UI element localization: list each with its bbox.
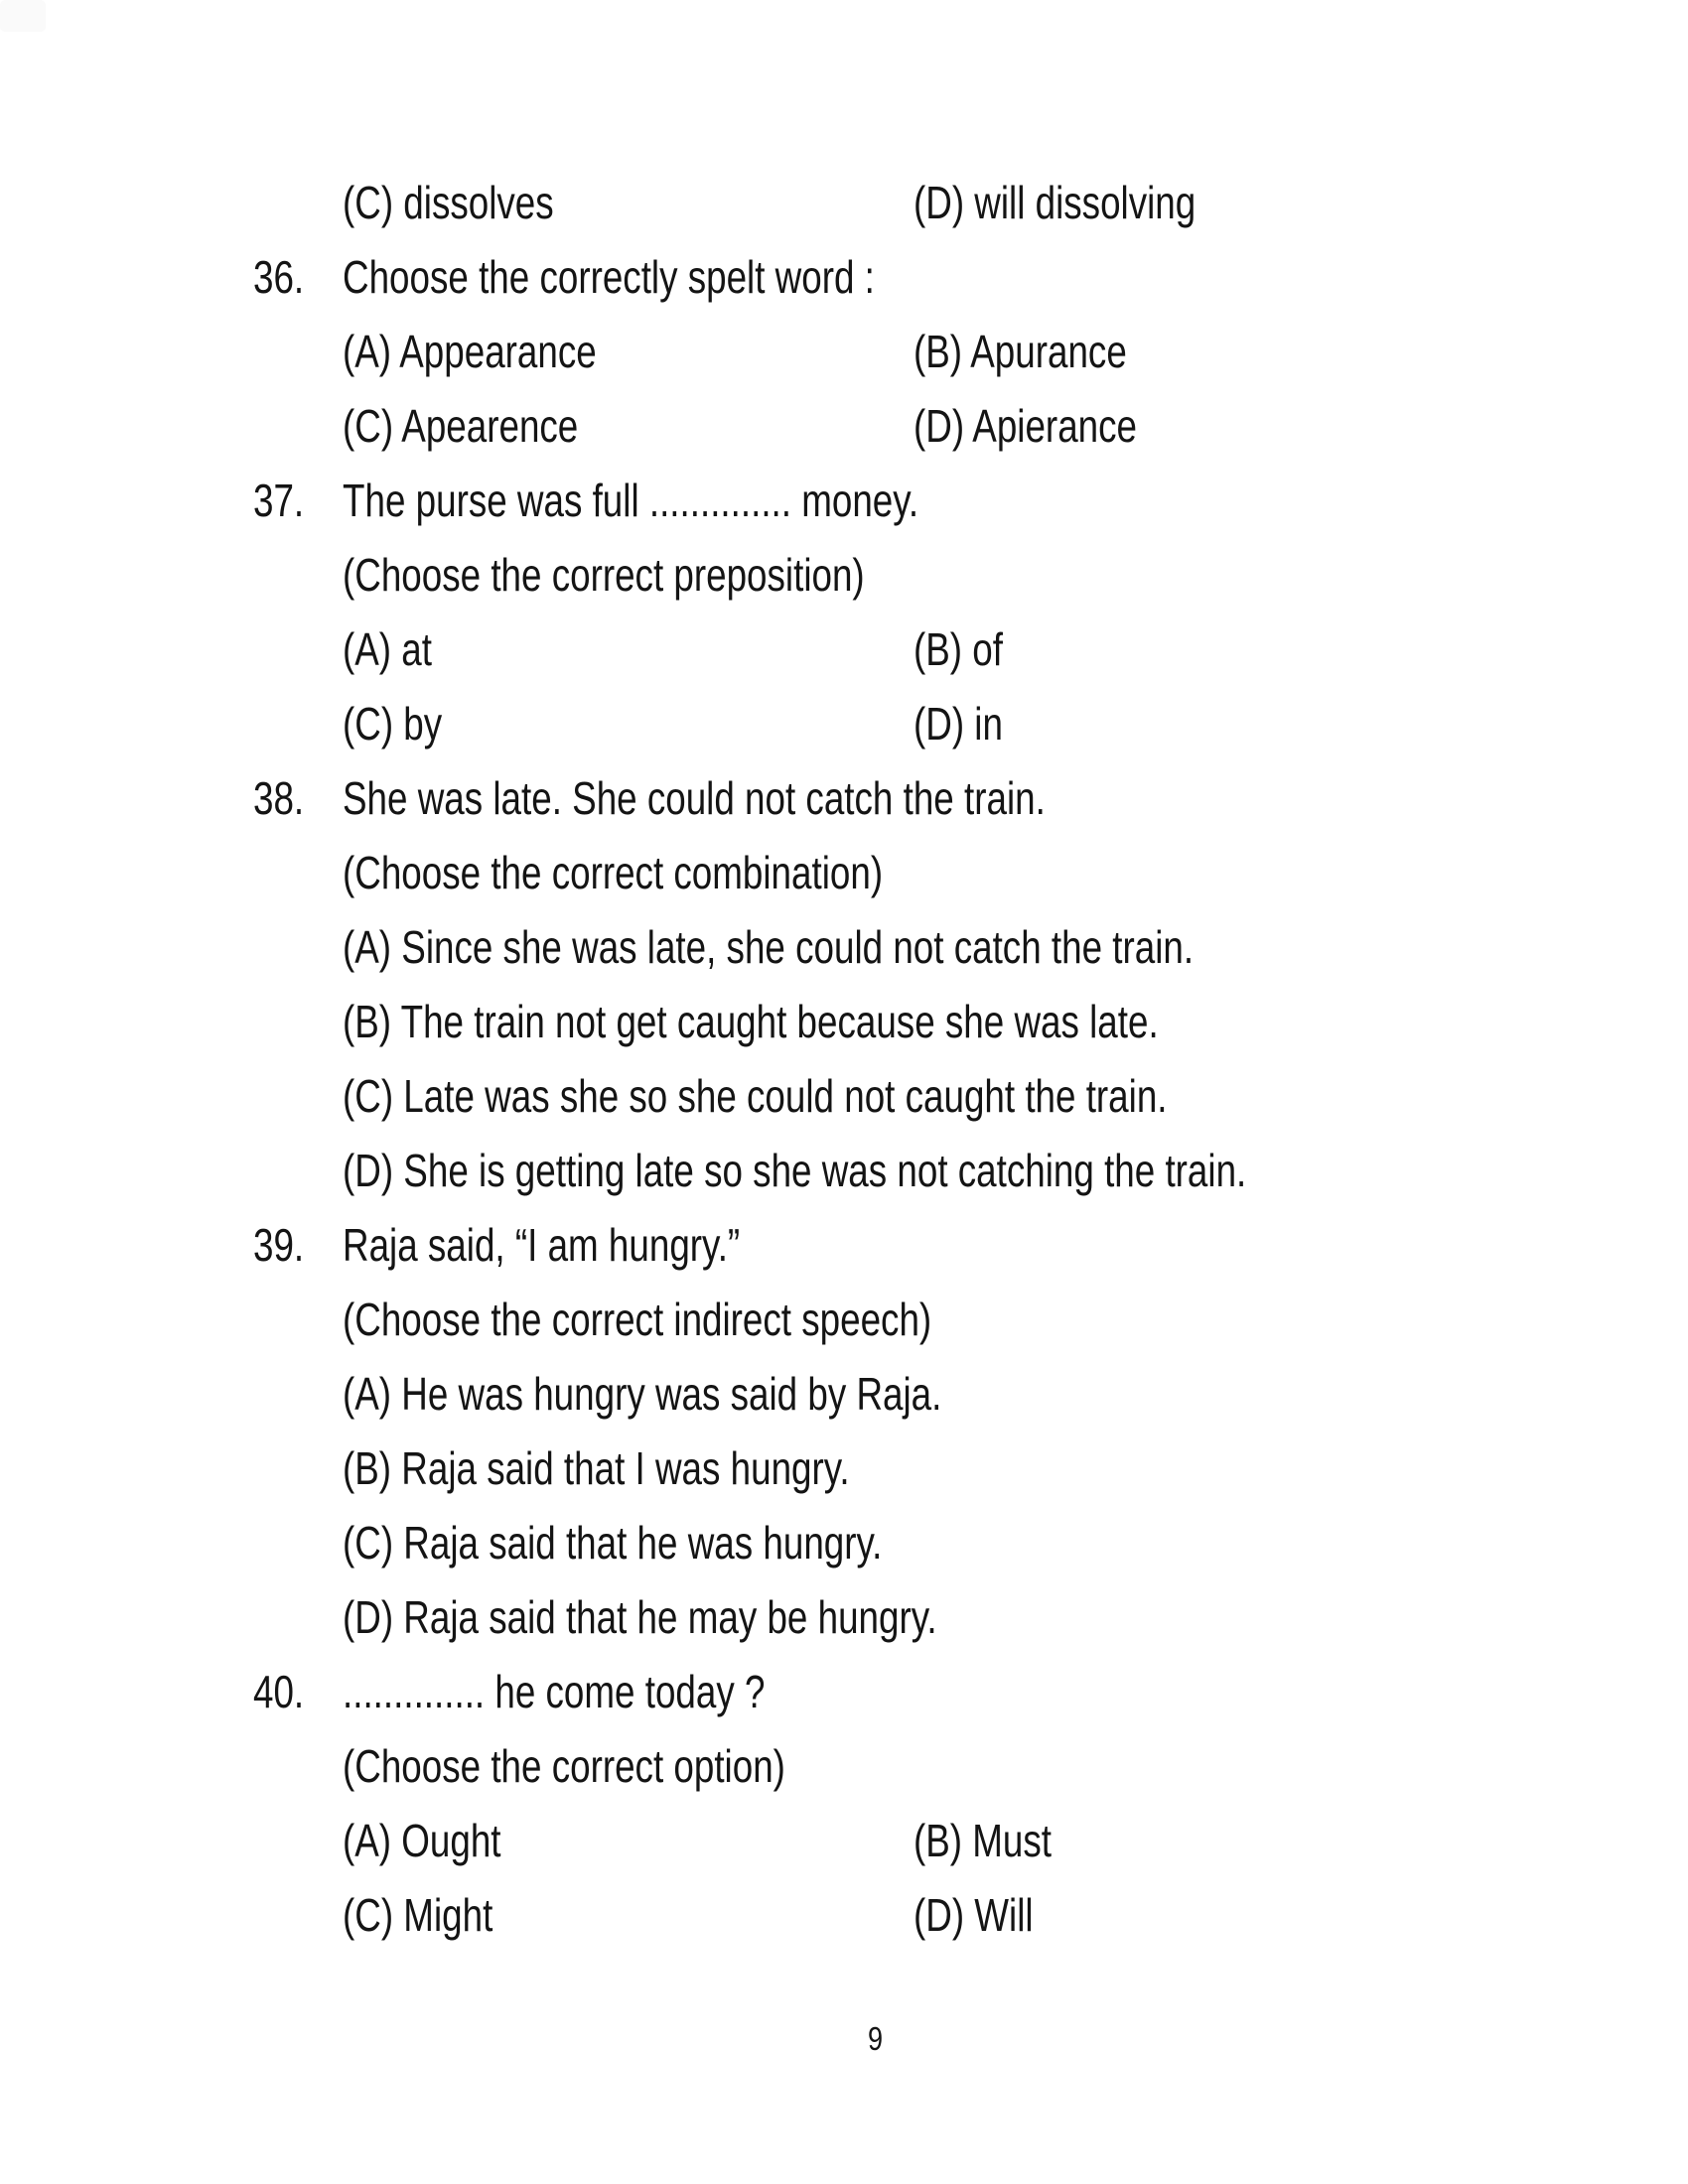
q36-question: Choose the correctly spelt word : bbox=[343, 251, 875, 303]
q37-instruction: (Choose the correct preposition) bbox=[343, 549, 865, 601]
q40-option-c: (C) Might bbox=[343, 1889, 493, 1941]
q37-option-a: (A) at bbox=[343, 623, 432, 675]
q40-option-a: (A) Ought bbox=[343, 1815, 501, 1866]
q36-option-b: (B) Apurance bbox=[914, 326, 1127, 377]
q38-number: 38. bbox=[253, 772, 305, 824]
q38-question: She was late. She could not catch the train. bbox=[343, 772, 1046, 824]
scan-artifact bbox=[0, 0, 46, 32]
q39-number: 39. bbox=[253, 1219, 305, 1271]
q40-option-b: (B) Must bbox=[914, 1815, 1053, 1866]
q37-question: The purse was full .............. money. bbox=[343, 475, 919, 526]
q37-option-c: (C) by bbox=[343, 698, 443, 750]
q39-question: Raja said, “I am hungry.” bbox=[343, 1219, 741, 1271]
q36-number: 36. bbox=[253, 251, 305, 303]
q35-option-d: (D) will dissolving bbox=[914, 177, 1196, 228]
q36-option-d: (D) Apierance bbox=[914, 400, 1137, 452]
q37-option-d: (D) in bbox=[914, 698, 1003, 750]
q37-number: 37. bbox=[253, 475, 305, 526]
q40-instruction: (Choose the correct option) bbox=[343, 1740, 785, 1792]
q37-option-b: (B) of bbox=[914, 623, 1003, 675]
q38-option-d: (D) She is getting late so she was not catching the train. bbox=[343, 1145, 1247, 1196]
page-number: 9 bbox=[868, 2020, 884, 2057]
q38-option-c: (C) Late was she so she could not caught the train. bbox=[343, 1070, 1168, 1122]
q36-option-c: (C) Apearence bbox=[343, 400, 579, 452]
q35-option-c: (C) dissolves bbox=[343, 177, 554, 228]
q39-option-a: (A) He was hungry was said by Raja. bbox=[343, 1368, 942, 1420]
q40-question: .............. he come today ? bbox=[343, 1666, 766, 1717]
q39-option-d: (D) Raja said that he may be hungry. bbox=[343, 1591, 937, 1643]
q38-option-b: (B) The train not get caught because she was late. bbox=[343, 996, 1159, 1047]
q36-option-a: (A) Appearance bbox=[343, 326, 597, 377]
q39-option-b: (B) Raja said that I was hungry. bbox=[343, 1442, 850, 1494]
q39-option-c: (C) Raja said that he was hungry. bbox=[343, 1517, 883, 1569]
q38-option-a: (A) Since she was late, she could not catch the train. bbox=[343, 921, 1195, 973]
q40-number: 40. bbox=[253, 1666, 305, 1717]
q40-option-d: (D) Will bbox=[914, 1889, 1034, 1941]
q38-instruction: (Choose the correct combination) bbox=[343, 847, 884, 898]
q39-instruction: (Choose the correct indirect speech) bbox=[343, 1294, 932, 1345]
